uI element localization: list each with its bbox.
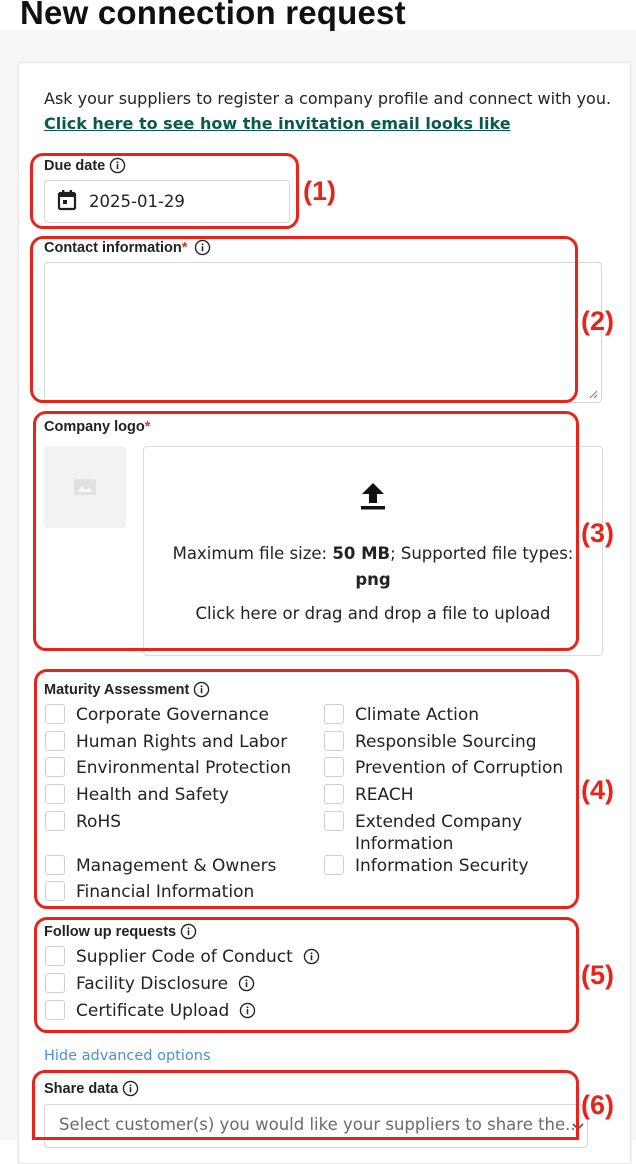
annotation-tag-5: (5) — [581, 960, 614, 990]
checkbox-label: Information Security — [355, 856, 529, 876]
page-title: New connection request — [20, 0, 406, 31]
file-types-value: png — [355, 570, 391, 589]
share-data-placeholder: Select customer(s) you would like your suppliers to share the... — [59, 1115, 581, 1134]
checkbox-label: Management & Owners — [76, 856, 277, 876]
checkbox-label: Facility Disclosure — [76, 974, 229, 994]
annotation-box-3 — [33, 411, 579, 651]
due-date-label-text: Due date — [44, 157, 106, 174]
required-mark: * — [144, 419, 151, 435]
company-logo-label-text: Company logo — [44, 419, 145, 435]
invitation-email-link[interactable] — [44, 114, 511, 133]
max-size-prefix: Maximum file size: — [172, 544, 333, 563]
checkbox-label: Certificate Upload — [76, 1001, 230, 1021]
annotation-tag-3: (3) — [581, 518, 614, 548]
checkbox-label: Extended Company Information — [355, 812, 523, 854]
checkbox-label: RoHS — [76, 812, 122, 832]
upload-instruction: Click here or drag and drop a file to upload — [195, 604, 551, 623]
checkbox-label: Health and Safety — [76, 785, 229, 805]
annotation-box-5 — [34, 917, 579, 1033]
checkbox-label: Prevention of Corruption — [355, 758, 564, 778]
annotation-tag-6: (6) — [581, 1090, 614, 1120]
annotation-tag-1: (1) — [303, 176, 336, 206]
maturity-assessment-label-text: Maturity Assessment — [44, 681, 190, 698]
checkbox-label: Responsible Sourcing — [355, 732, 537, 752]
annotation-box-4 — [34, 669, 579, 909]
follow-up-requests-label-text: Follow up requests — [44, 923, 177, 940]
checkbox-label: Corporate Governance — [76, 705, 269, 725]
checkbox-label: Environmental Protection — [76, 758, 292, 778]
checkbox-label: REACH — [355, 785, 414, 805]
required-mark: * — [181, 239, 188, 256]
resize-handle-icon[interactable] — [588, 389, 598, 399]
contact-info-label-text: Contact information — [44, 239, 182, 256]
annotation-tag-4: (4) — [581, 775, 614, 805]
checkbox-label: Supplier Code of Conduct — [76, 947, 293, 967]
checkbox-label: Climate Action — [355, 705, 480, 725]
annotation-box-2 — [30, 236, 578, 403]
checkbox-label: Human Rights and Labor — [76, 732, 288, 752]
checkbox-label: Financial Information — [76, 882, 255, 902]
invitation-email-link-text[interactable]: Click here to see how the invitation email looks like — [44, 114, 511, 133]
annotation-box-1 — [30, 153, 299, 229]
max-size-value: 50 MB — [332, 544, 391, 563]
types-prefix: ; Supported file types: — [390, 544, 574, 563]
hide-advanced-options-link[interactable]: Hide advanced options — [44, 1048, 211, 1064]
share-data-label-text: Share data — [44, 1080, 119, 1097]
annotation-tag-2: (2) — [581, 306, 614, 336]
intro-text: Ask your suppliers to register a company profile and connect with you. — [44, 89, 612, 108]
due-date-value: 2025-01-29 — [89, 192, 185, 211]
annotation-box-6 — [32, 1070, 579, 1140]
